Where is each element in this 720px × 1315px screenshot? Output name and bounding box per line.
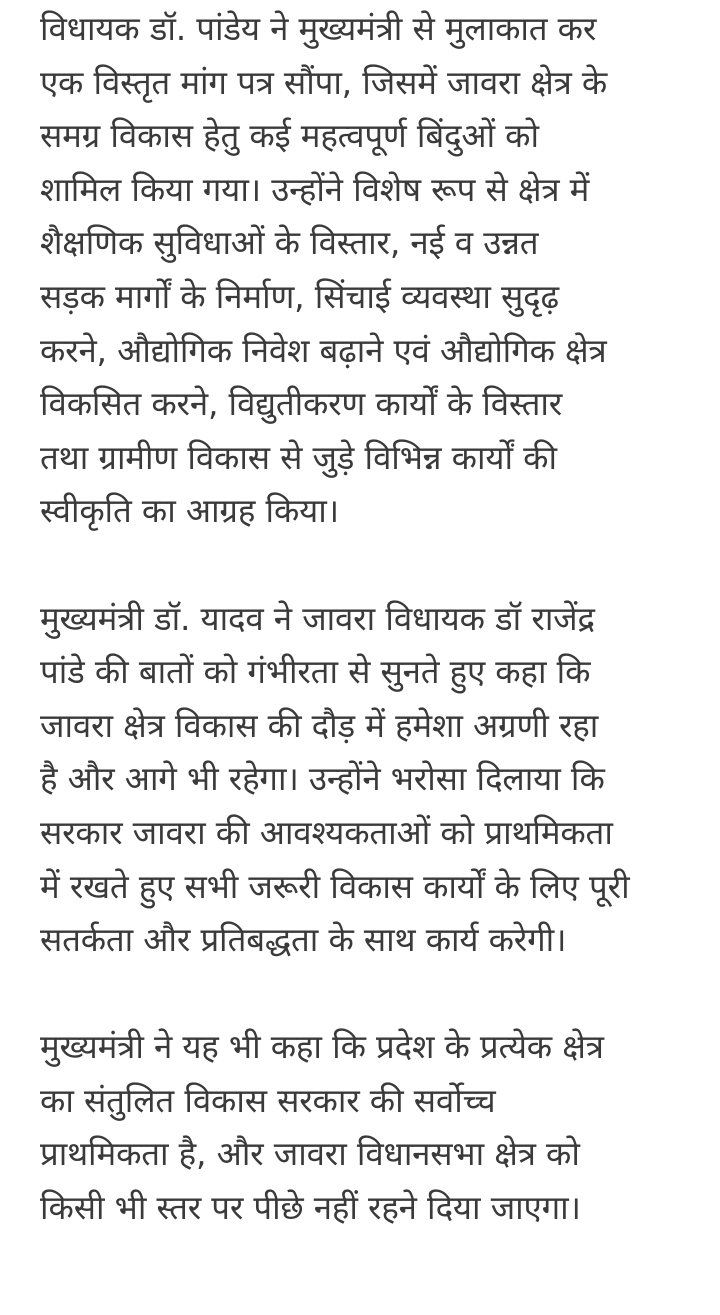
- text-line: एक विस्तृत मांग पत्र सौंपा, जिसमें जावरा क्षेत्र के: [40, 62, 608, 102]
- text-line: तथा ग्रामीण विकास से जुड़े विभिन्न कार्यों की: [40, 437, 557, 477]
- text-line: मुख्यमंत्री ने यह भी कहा कि प्रदेश के प्रत्येक क्षेत्र: [40, 1027, 604, 1067]
- text-line: विकसित करने, विद्युतीकरण कार्यों के विस्तार: [40, 384, 563, 424]
- text-line: का संतुलित विकास सरकार की सर्वोच्च: [40, 1080, 496, 1120]
- text-line: स्वीकृति का आग्रह किया।: [40, 491, 339, 531]
- text-line: सड़क मार्गों के निर्माण, सिंचाई व्यवस्था सुदृढ़: [40, 276, 559, 316]
- paragraph-balanced-development: [40, 1020, 690, 1234]
- text-line: करने, औद्योगिक निवेश बढ़ाने एवं औद्योगिक क्षेत्र: [40, 330, 607, 370]
- text-line: पांडे की बातों को गंभीरता से सुनते हुए कहा कि: [40, 652, 591, 692]
- text-line: सरकार जावरा की आवश्यकताओं को प्राथमिकता: [40, 812, 613, 852]
- text-line: जावरा क्षेत्र विकास की दौड़ में हमेशा अग्रणी रहा: [40, 705, 599, 745]
- text-line: किसी भी स्तर पर पीछे नहीं रहने दिया जाएगा।: [40, 1188, 581, 1228]
- text-line: शामिल किया गया। उन्होंने विशेष रूप से क्षेत्र में: [40, 169, 590, 209]
- text-line: है और आगे भी रहेगा। उन्होंने भरोसा दिलाया कि: [40, 759, 605, 799]
- text-line: सतर्कता और प्रतिबद्धता के साथ कार्य करेगी।: [40, 920, 567, 960]
- text-line: प्राथमिकता है, और जावरा विधानसभा क्षेत्र को: [40, 1134, 580, 1174]
- paragraph-meeting-demands: [40, 2, 690, 538]
- text-line: समग्र विकास हेतु कई महत्वपूर्ण बिंदुओं को: [40, 116, 539, 156]
- text-line: विधायक डॉ. पांडेय ने मुख्यमंत्री से मुलाकात कर: [40, 9, 597, 48]
- paragraph-cm-response: [40, 592, 690, 967]
- text-line: शैक्षणिक सुविधाओं के विस्तार, नई व उन्नत: [40, 223, 539, 263]
- text-line: मुख्यमंत्री डॉ. यादव ने जावरा विधायक डॉ राजेंद्र: [40, 598, 595, 638]
- article-body: [40, 2, 690, 1235]
- text-line: में रखते हुए सभी जरूरी विकास कार्यों के लिए पूरी: [40, 866, 630, 906]
